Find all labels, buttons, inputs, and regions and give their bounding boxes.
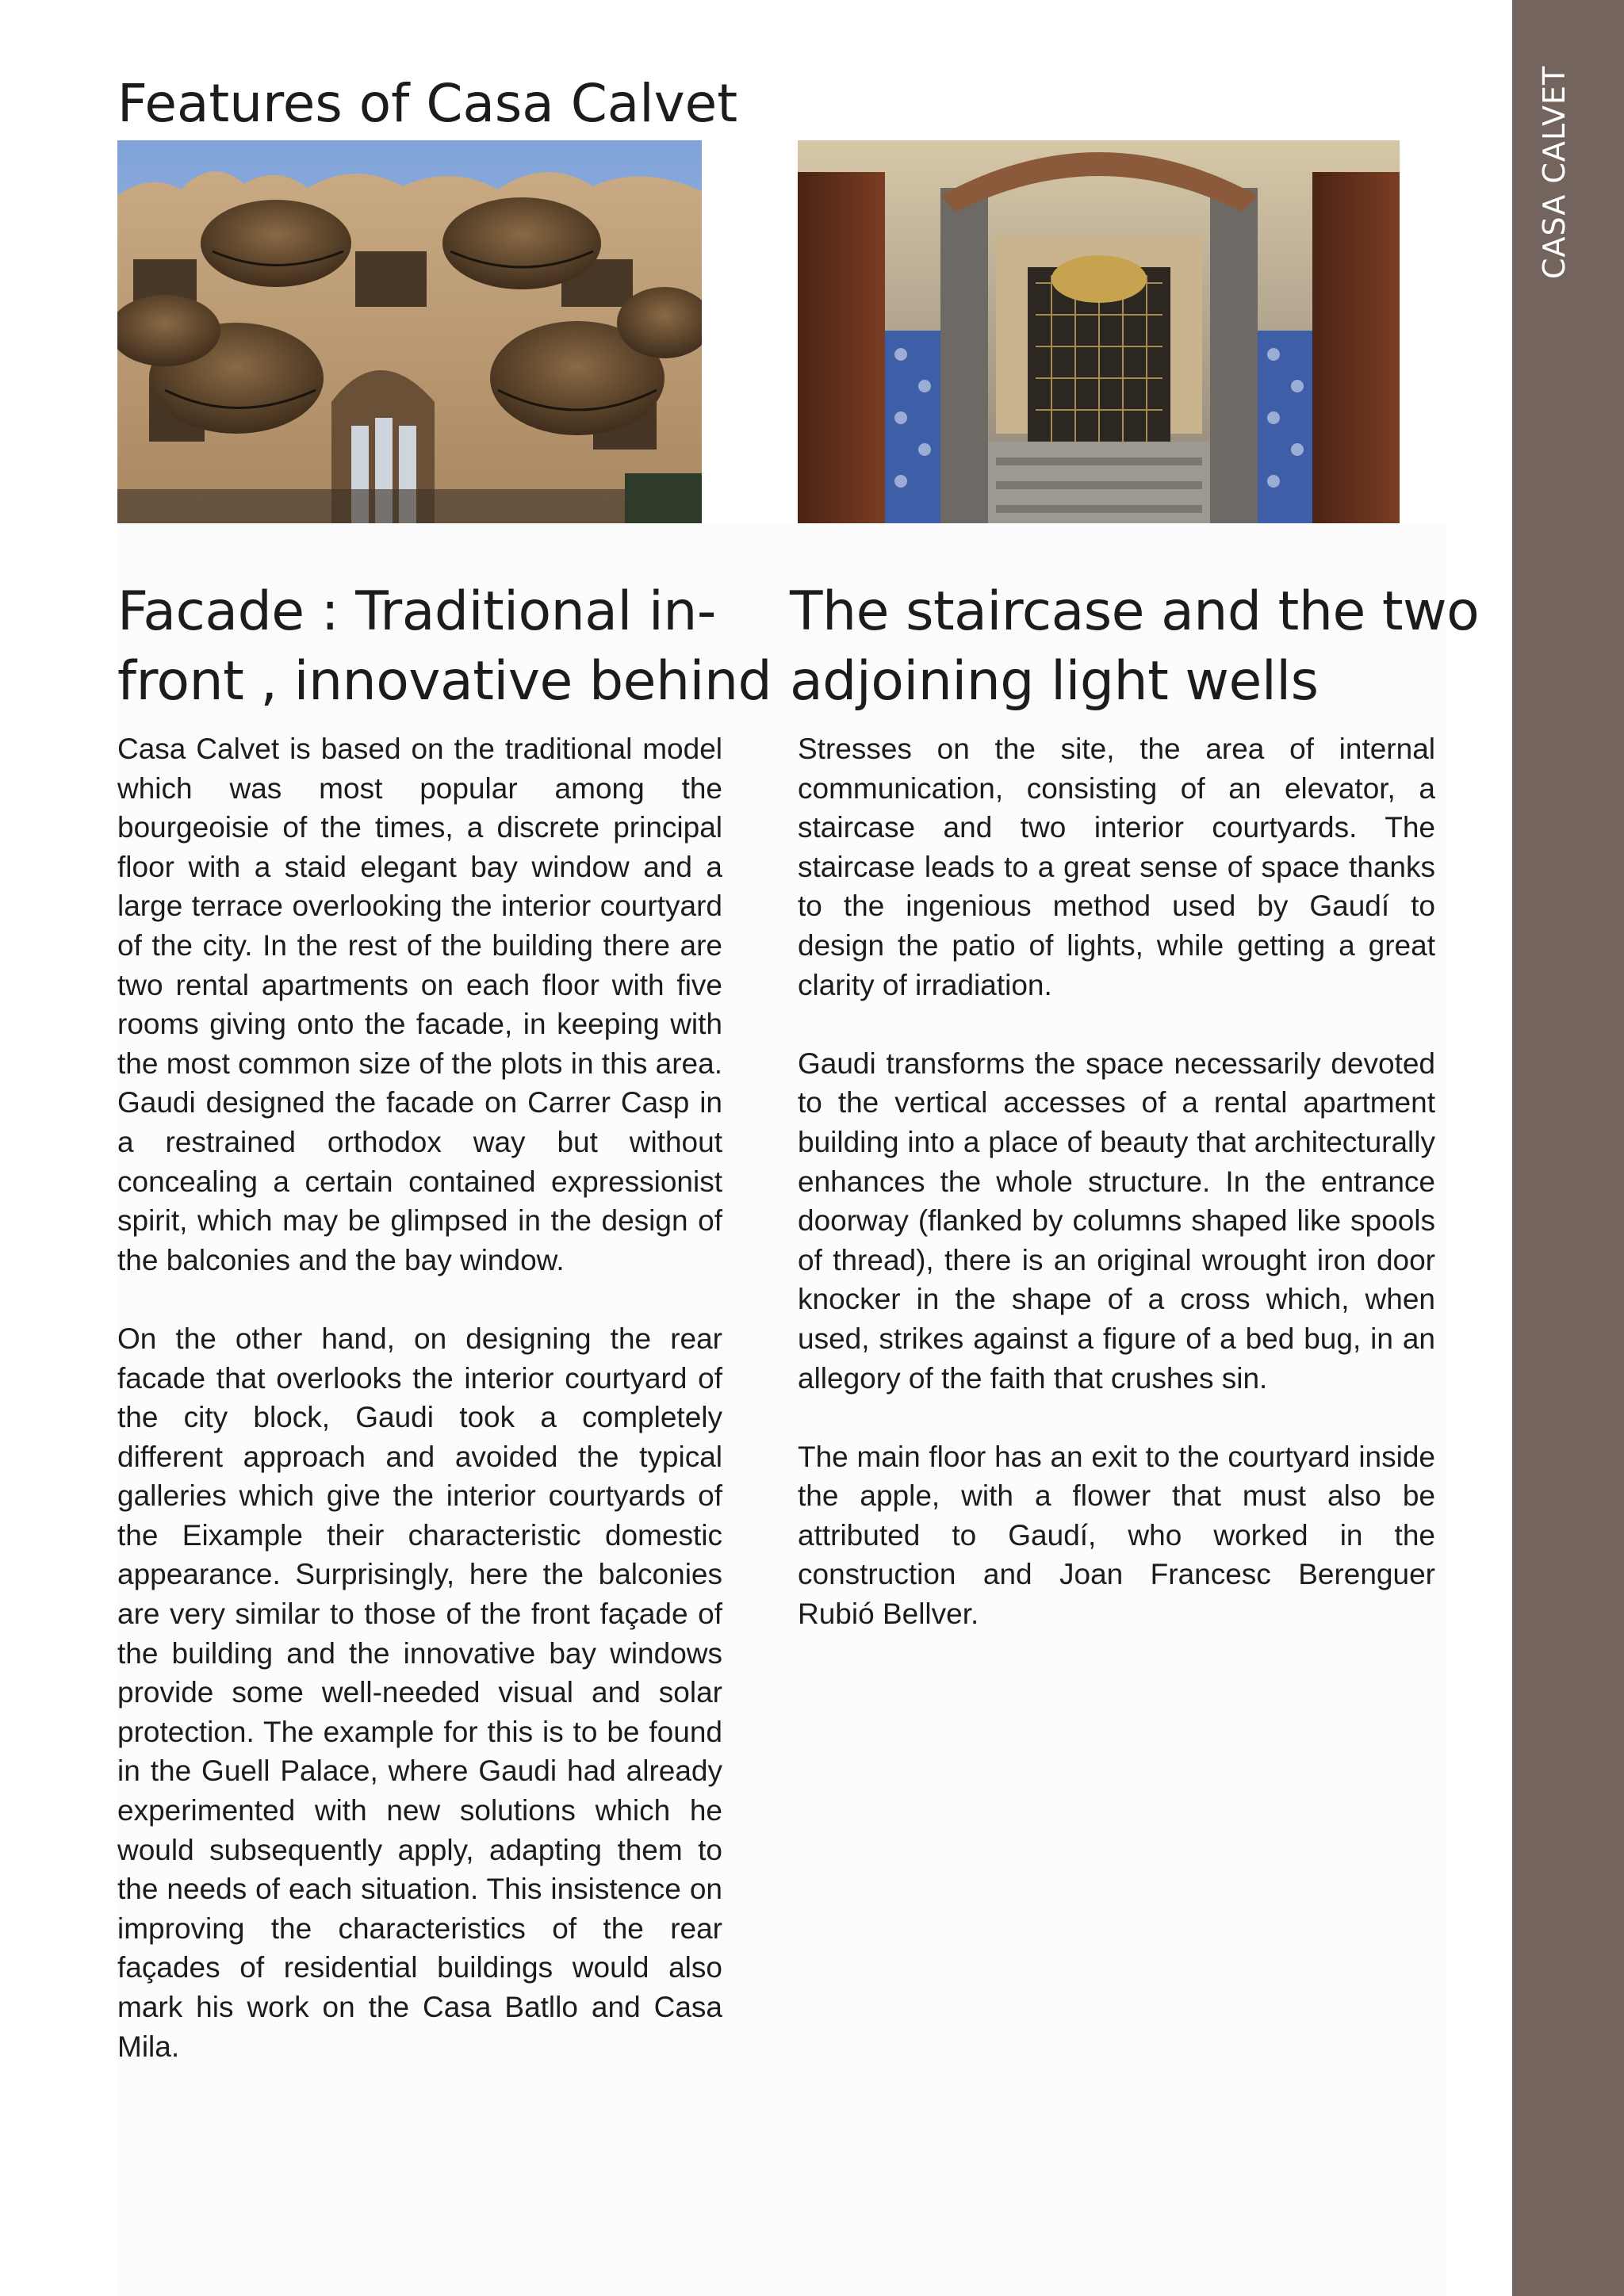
- facade-body-text: [117, 729, 722, 2106]
- facade-heading-line-2: front , innovative behind: [117, 650, 772, 713]
- staircase-photo: [798, 140, 1400, 523]
- sidebar-label: CASA CALVET: [1537, 65, 1572, 279]
- facade-section-heading: [117, 577, 772, 717]
- page-title: Features of Casa Calvet: [117, 73, 738, 134]
- facade-paragraph-1: Casa Calvet is based on the traditional model which was most popular among the bourgeoisie of the times, a discrete principal floor with a staid elegant bay window and a large terrace overlooking the interior courtyard of the city. In the rest of the building there are two rental apartments on each floor with five rooms giving onto the facade, in keeping with the most common size of the plots in this area. Gaudi designed the facade on Carrer Casp in a restrained orthodox way but without concealing a certain contained expressionist spirit, which may be glimpsed in the design of the balconies and the bay window.: [117, 733, 722, 1276]
- staircase-heading-line-2: adjoining light wells: [790, 650, 1319, 713]
- facade-paragraph-2: On the other hand, on designing the rear facade that overlooks the interior courtyard of the city block, Gaudi took a completely different approach and avoided the typical galleries which give the interior courtyards of the Eixample their characteristic domestic appearance. Surprisingly, here the balconies are very similar to those of the front façade of the building and the innovative bay windows provide some well-needed visual and solar protection. The example for this is to be found in the Guell Palace, where Gaudi had already experimented with new solutions which he would subsequently apply, adapting them to the needs of each situation. This insistence on improving the characteristics of the rear façades of residential buildings would also mark his work on the Casa Batllo and Casa Mila.: [117, 1322, 722, 2063]
- staircase-paragraph-1: Stresses on the site, the area of internal communication, consisting of an elevator, a staircase and two interior courtyards. The staircase leads to a great sense of space thanks to the ingenious method used by Gaudí to design the patio of lights, while getting a great clarity of irradiation.: [798, 733, 1435, 1001]
- facade-photo: [117, 140, 702, 523]
- staircase-paragraph-3: The main floor has an exit to the courtyard inside the apple, with a flower that must also be attributed to Gaudí, who worked in the construction and Joan Francesc Berenguer Rubió Bellver.: [798, 1440, 1435, 1631]
- staircase-section-heading: [790, 577, 1480, 717]
- staircase-body-text: [798, 729, 1435, 1673]
- staircase-paragraph-2: Gaudi transforms the space necessarily devoted to the vertical accesses of a rental apartment building into a place of beauty that architecturally enhances the whole structure. In the entrance doorway (flanked by columns shaped like spools of thread), there is an original wrought iron door knocker in the shape of a cross which, when used, strikes against a figure of a bed bug, in an allegory of the faith that crushes sin.: [798, 1047, 1435, 1395]
- sidebar-band: [1512, 0, 1624, 2296]
- facade-heading-line-1: Facade : Traditional in-: [117, 580, 716, 643]
- staircase-heading-line-1: The staircase and the two: [790, 580, 1480, 643]
